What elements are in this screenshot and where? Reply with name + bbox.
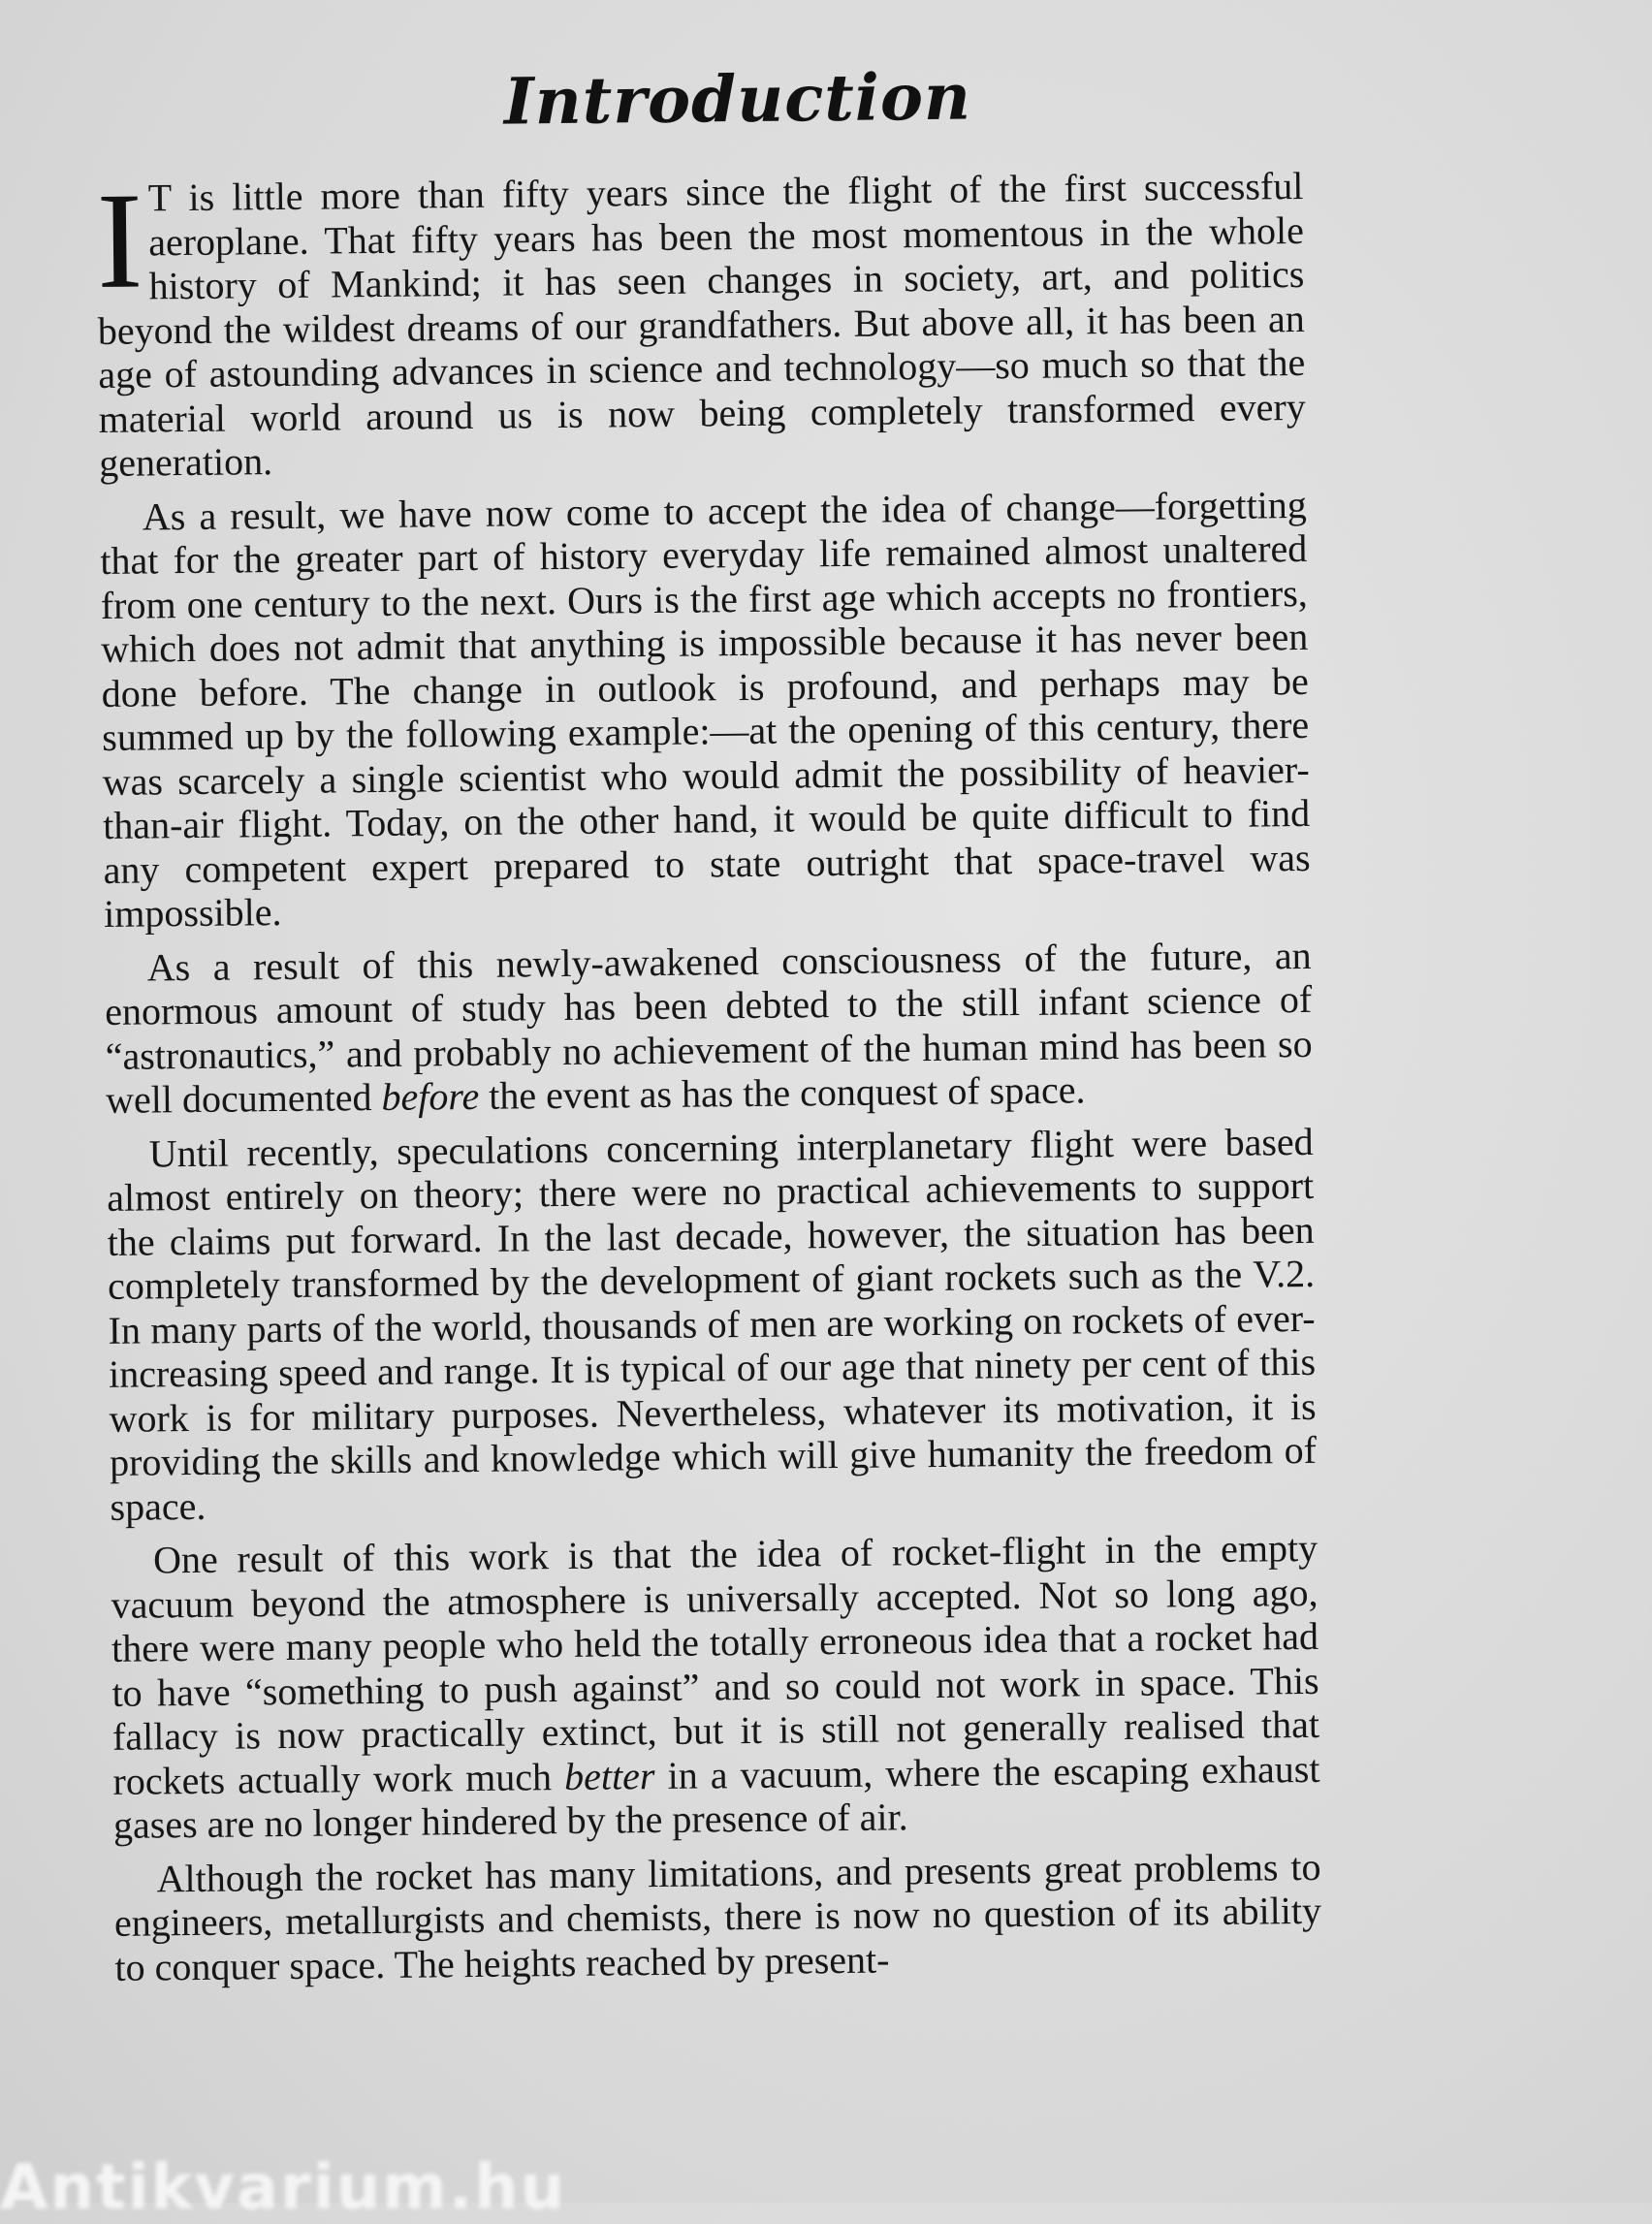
paragraph-1-text: T is little more than fifty years since the flight of the first successful aeroplane. That fifty years has been the most momentous in the whole history of Mankind; it has seen changes in society, art, and politics beyond the wildest dreams of our grandfathers. But above all, it has been an age of astounding advances in science and technology—so much so that the material world around us is now being completely transformed every generation.: [97, 163, 1306, 485]
paragraph-5-text-before: One result of this work is that the idea of rocket-flight in the empty vacuum beyond the atmosphere is universally accepted. Not so long ago, there were many people who held the totally erroneous idea that a rocket had to have “something to push against” and so could not work in space. This fallacy is now practically extinct, but it is still not generally realised that rockets actually work much: [111, 1525, 1320, 1803]
paragraph-2: As a result, we have now come to accept the idea of change—forgetting that for the greater part of history everyday life remained almost unaltered from one century to the next. Ours is the first age which accepts no frontiers, which does not admit that anything is impossible because it has never been done before. The change in outlook is profound, and perhaps may be summed up by the following example:—at the opening of this century, there was scarcely a single scientist who would admit the possibility of heavier-than-air flight. Today, on the other hand, it would be quite difficult to find any competent expert prepared to state outright that space-travel was impossible.: [100, 482, 1311, 936]
drop-cap: I: [96, 163, 143, 317]
document-page: [95, 55, 1322, 1999]
paragraph-4: Until recently, speculations concerning interplanetary flight were based almost entirely on theory; there were no practical achievements to support the claims put forward. In the last decade, however, the situation has been completely transformed by the development of giant rockets such as the V.2. In many parts of the world, thousands of men are working on rockets of ever-increasing speed and range. It is typical of our age that ninety per cent of this work is for military purposes. Nevertheless, whatever its motivation, it is providing the skills and knowledge which will give humanity the freedom of space.: [106, 1119, 1318, 1529]
paragraph-6: Although the rocket has many limitations, and presents great problems to engineers, metallurgists and chemists, there is now no question of its ability to conquer space. The heights reached by present-: [113, 1844, 1322, 1989]
paragraph-3-text-before: As a result of this newly-awakened consciousness of the future, an enormous amount of study has been debted to the still infant science of “astronautics,” and probably no achievement of the human mind has been so well documented: [104, 933, 1313, 1122]
paragraph-3-text-after: the event as has the conquest of space.: [478, 1067, 1086, 1118]
page-title: Introduction: [503, 58, 972, 140]
paragraph-3: [104, 933, 1313, 1122]
paragraph-5-text-after: in a vacuum, where the escaping exhaust gases are no longer hindered by the presence of air.: [112, 1746, 1320, 1847]
paragraph-3-emphasis: before: [381, 1073, 480, 1119]
watermark: Antikvarium.hu: [0, 2152, 567, 2224]
paragraph-5: [111, 1526, 1320, 1848]
paragraph-5-emphasis: better: [563, 1753, 655, 1798]
paragraph-1: [96, 164, 1306, 486]
